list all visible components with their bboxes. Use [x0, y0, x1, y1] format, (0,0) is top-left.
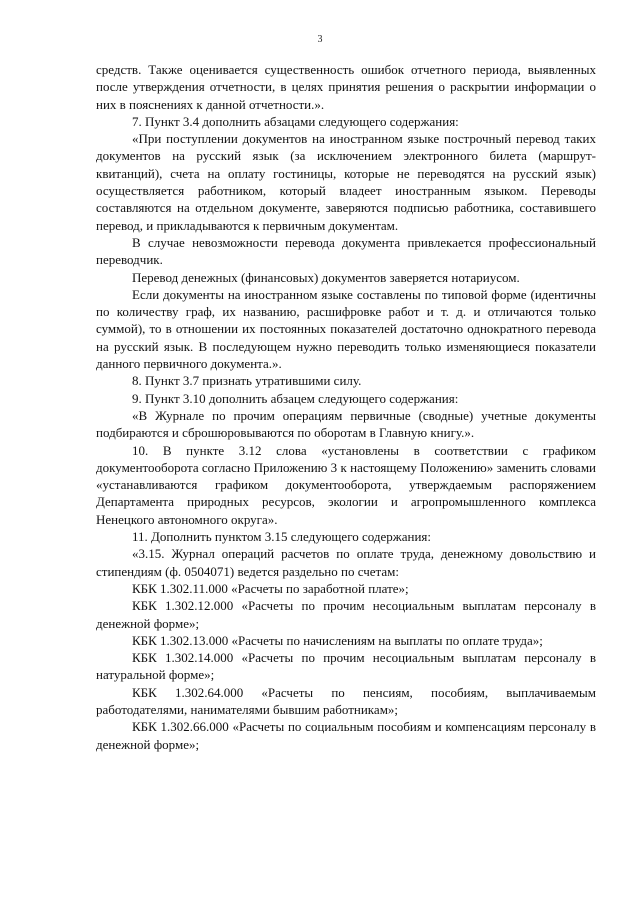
document-body [96, 61, 596, 753]
paragraph-item-10: 10. В пункте 3.12 слова «установлены в соответствии с графиком документооборота согласно Приложению 3 к настоящему Положению» заменить словами «устанавливаются графиком документооборота, утверждаемым распоряжением Департамента природных ресурсов, экологии и агропромышленного комплекса Ненецкого автономного округа». [96, 442, 596, 527]
paragraph-professional-translator: В случае невозможности перевода документа привлекается профессиональный переводчик. [96, 234, 596, 268]
paragraph-kbk-302-13: КБК 1.302.13.000 «Расчеты по начислениям на выплаты по оплате труда»; [132, 632, 543, 648]
paragraph-kbk-302-64: КБК 1.302.64.000 «Расчеты по пенсиям, пособиям, выплачиваемым работодателями, нанимателями бывшим работникам»; [96, 684, 596, 717]
paragraph-3-15: «3.15. Журнал операций расчетов по оплате труда, денежному довольствию и стипендиям (ф. 0504071) ведется раздельно по счетам: [96, 546, 596, 579]
paragraph-item-8: 8. Пункт 3.7 признать утратившими силу. [132, 373, 362, 389]
paragraph-continuation: средств. Также оценивается существенность ошибок отчетного периода, выявленных после утверждения отчетности, в целях принятия решения о раскрытии информации о них в пояснениях к данной отчетности.». [96, 62, 596, 112]
paragraph-kbk-302-12: КБК 1.302.12.000 «Расчеты по прочим несоциальным выплатам персоналу в денежной форме»; [96, 598, 596, 631]
paragraph-notary: Перевод денежных (финансовых) документов заверяется нотариусом. [132, 269, 520, 285]
paragraph-journal-other-operations: «В Журнале по прочим операциям первичные (сводные) учетные документы подбираются и сброшюровываются по оборотам в Главную книгу.». [96, 407, 596, 441]
paragraph-kbk-302-14: КБК 1.302.14.000 «Расчеты по прочим несоциальным выплатам персоналу в натуральной форме»; [96, 650, 596, 683]
paragraph-item-7: 7. Пункт 3.4 дополнить абзацами следующего содержания: [132, 113, 459, 129]
page-number: 3 [317, 34, 323, 45]
paragraph-translation-rule: «При поступлении документов на иностранном языке построчный перевод таких документов на русский язык (за исключением электронного билета (маршрут-квитанций), счета на оплату гостиницы, которые не переводятся на русский язык) осуществляется работником, который владеет иностранным языком. Переводы составляются на отдельном документе, заверяются подписью работника, составившего перевод, и прикладываются к первичным документам. [96, 131, 596, 233]
paragraph-kbk-302-66: КБК 1.302.66.000 «Расчеты по социальным пособиям и компенсациям персоналу в денежной форме»; [96, 719, 596, 752]
paragraph-item-11: 11. Дополнить пунктом 3.15 следующего содержания: [132, 529, 431, 545]
paragraph-kbk-302-11: КБК 1.302.11.000 «Расчеты по заработной плате»; [132, 580, 409, 596]
paragraph-standard-form: Если документы на иностранном языке составлены по типовой форме (идентичны по количеству граф, их названию, расшифровке работ и т. д. и отличаются только суммой), то в отношении их постоянных показателей достаточно однократного перевода на русский язык. В последующем нужно переводить только изменяющиеся показатели данного первичного документа.». [96, 286, 596, 372]
paragraph-item-9: 9. Пункт 3.10 дополнить абзацем следующего содержания: [132, 390, 459, 406]
